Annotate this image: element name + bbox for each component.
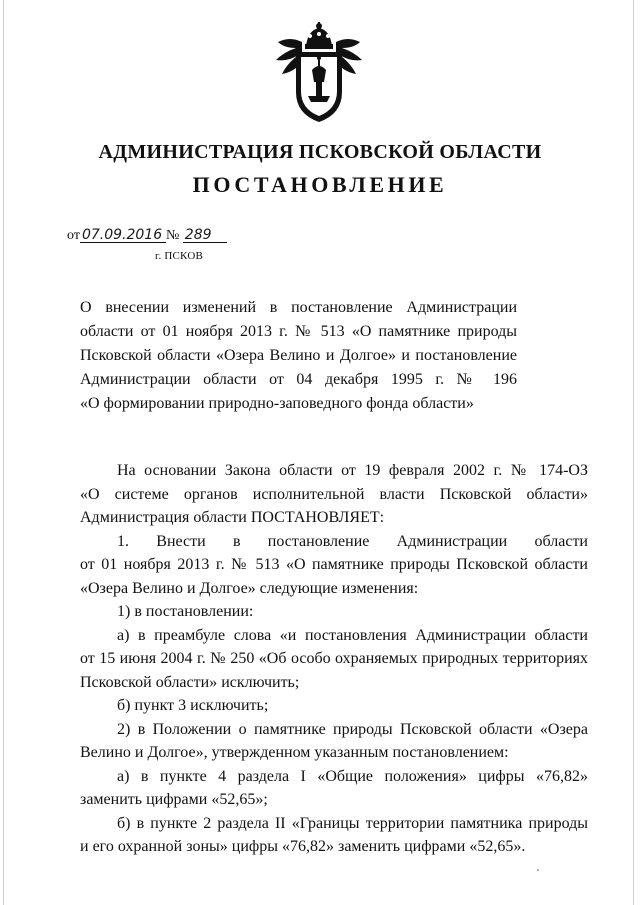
number-prefix: №	[165, 228, 180, 243]
body-line: «О системе органов исполнительной власти Псковской области»	[80, 485, 588, 503]
body-line: б) в пункте 2 раздела II «Границы территории памятника природы	[117, 814, 588, 832]
body-line: 2) в Положении о памятнике природы Псковской области «Озера	[117, 720, 588, 738]
subject-line: Псковской области «Озера Велино и Долгое» и постановление	[80, 347, 517, 364]
body-line: Велино и Долгое», утвержденном указанным постановлением:	[80, 744, 509, 761]
body-line: На основании Закона области от 19 февраля 2002 г. № 174-ОЗ	[117, 462, 588, 479]
body-line: заменить цифрами «52,65»;	[80, 791, 268, 808]
body-line: Администрация области ПОСТАНОВЛЯЕТ:	[80, 509, 385, 526]
scan-right-edge	[633, 0, 634, 905]
scan-left-edge	[3, 0, 4, 905]
body-line: а) в пункте 4 раздела I «Общие положения» цифры «76,82»	[117, 767, 588, 785]
body-line: Псковской области» исключить;	[80, 673, 300, 691]
date-prefix: от	[67, 228, 80, 243]
city-label: г. ПСКОВ	[155, 250, 203, 262]
document-date: 07.09.2016	[80, 228, 166, 243]
subject-line: Администрации области от 04 декабря 1995 г. № 196	[80, 371, 517, 388]
body-line: и его охранной зоны» цифры «76,82» заменить цифрами «52,65».	[80, 838, 526, 855]
scan-dot	[537, 869, 539, 871]
subject-line: области от 01 ноября 2013 г. № 513 «О памятнике природы	[80, 323, 517, 340]
body-line: б) пункт 3 исключить;	[117, 697, 269, 714]
subject-line: О внесении изменений в постановление Администрации	[80, 299, 517, 316]
date-number-line	[67, 228, 227, 244]
body-line: а) в преамбуле слова «и постановления Администрации области	[117, 626, 588, 644]
body-line: от 01 ноября 2013 г. № 513 «О памятнике природы Псковской области	[80, 556, 588, 573]
subject-line: «О формировании природно-заповедного фонда области»	[80, 395, 474, 412]
document-subject	[80, 296, 517, 416]
body-line: 1) в постановлении:	[117, 603, 254, 620]
body-line: от 15 июня 2004 г. № 250 «Об особо охраняемых природных территориях	[80, 650, 588, 667]
body-line: «Озера Велино и Долгое» следующие изменения:	[80, 579, 419, 597]
organization-title: АДМИНИСТРАЦИЯ ПСКОВСКОЙ ОБЛАСТИ	[98, 141, 542, 163]
document-number: 289	[183, 228, 227, 243]
document-type-title: ПОСТАНОВЛЕНИЕ	[192, 172, 448, 197]
pskov-coat-of-arms-icon	[272, 22, 366, 124]
body-line: 1. Внести в постановление Администрации области	[117, 532, 588, 550]
document-body	[80, 459, 588, 859]
